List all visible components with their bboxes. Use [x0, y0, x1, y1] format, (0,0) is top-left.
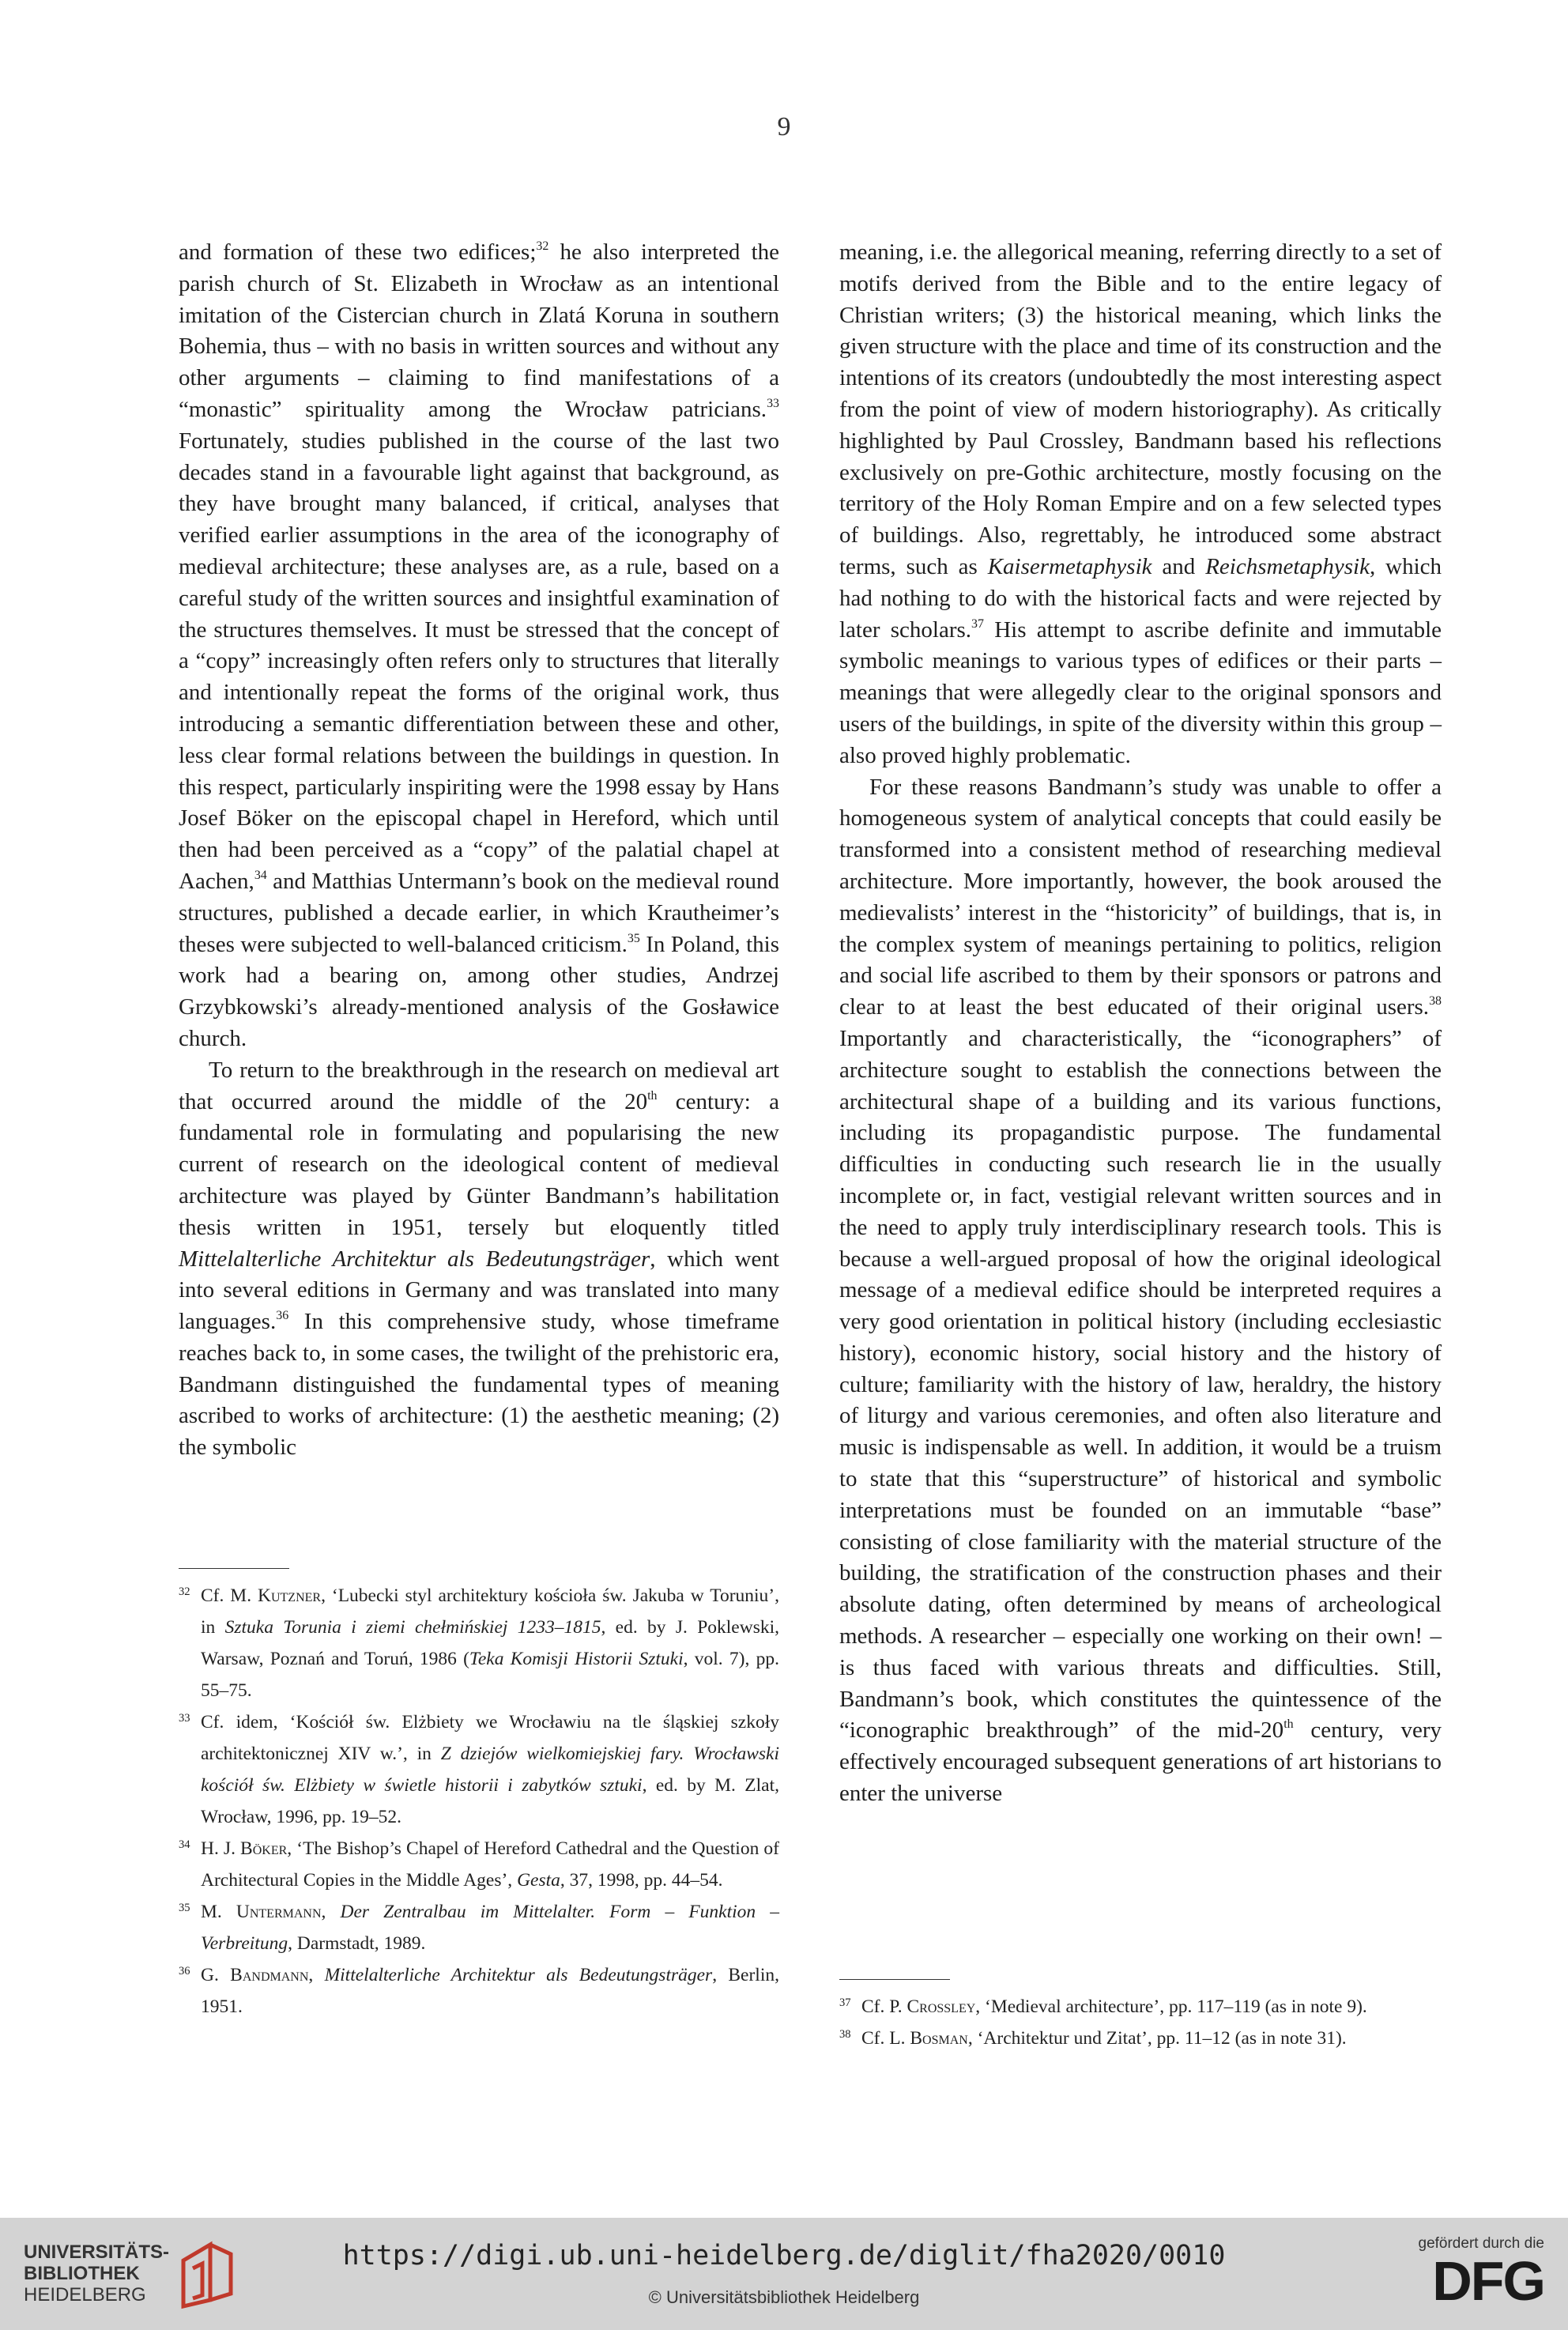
paragraph: and formation of these two edifices;$^{32}$ he also interpreted the parish church of St. Elizabeth in Wrocław as an intentional imitation of the Cistercian church in Zlatá Koruna in southern Bohemia, thus – with no basis in written sources and without any other arguments – claiming to find manifestations of a “monastic” spirituality among the Wrocław patricians.$^{33}$ Fortunately, studies published in the course of the last two decades stand in a favourable light against that background, as they have brought many balanced, if critical, analyses that verified earlier assumptions in the area of the iconography of medieval architecture; these analyses are, as a rule, based on a careful study of the written sources and insightful examination of the structures themselves. It must be stressed that the concept of a “copy” increasingly often refers only to structures that literally and intentionally repeat the forms of the original work, thus introducing a semantic differentiation between these and other, less clear formal relations between the buildings in question. In this respect, particularly inspiriting were the 1998 essay by Hans Josef Böker on the episcopal chapel in Hereford, which until then had been perceived as a “copy” of the palatial chapel at Aachen,$^{34}$ and Matthias Untermann’s book on the medieval round structures, published a decade earlier, in which Krautheimer’s theses were subjected to well-balanced criticism.$^{35}$ In Poland, this work had a bearing on, among other studies, Andrzej Grzybkowski’s already-mentioned analysis of the Gosławice church. [179, 239, 779, 1051]
footnote-ref[interactable]: 36 [276, 1309, 289, 1323]
dfg-logo-icon: DFG [1432, 2250, 1544, 2312]
footnote-38: 38 Cf. L. Bosman, ‘Architektur und Zitat’, pp. 11–12 (as in note 31). [839, 2028, 1347, 2049]
footnote-32: 32 Cf. M. Kutzner, ‘Lubecki styl architektury kościoła św. Jakuba w Toruniu’, in Sztuka Torunia i ziemi chełmińskiej 1233–1815, ed. by J. Poklewski, Warsaw, Poznań and Toruń, 1986 (Teka Komisji Historii Sztuki, vol. 7), pp. 55–75. [179, 1585, 780, 1701]
footer-bar [0, 2218, 1568, 2330]
footnote-36: 36 G. Bandmann, Mittelalterliche Architektur als Bedeutungsträger, Berlin, 1951. [179, 1965, 779, 2017]
paragraph: meaning, i.e. the allegorical meaning, referring directly to a set of motifs derived from the Bible and to the entire legacy of Christian writers; (3) the historical meaning, which links the given structure with the place and time of its construction and the intentions of its creators (undoubtedly the most interesting aspect from the point of view of modern historiography). As critically highlighted by Paul Crossley, Bandmann based his reflections exclusively on pre-Gothic architecture, mostly focusing on the territory of the Holy Roman Empire and on a few selected types of buildings. Also, regrettably, he introduced some abstract terms, such as Kaisermetaphysik and Reichsmetaphysik, which had nothing to do with the historical facts and were rejected by later scholars.$^{37}$ His attempt to ascribe definite and immutable symbolic meanings to various types of edifices or their parts – meanings that were allegedly clear to the original sponsors and users of the buildings, in spite of the diversity within this group – also proved highly problematic. [839, 239, 1442, 768]
footnotes-left [179, 1568, 779, 2023]
footnote-ref[interactable]: 37 [971, 616, 984, 631]
footnote-ref[interactable]: 38 [1429, 994, 1442, 1009]
left-column-text [179, 237, 779, 1464]
document-url-link[interactable]: https://digi.ub.uni-heidelberg.de/diglit/fha2020/0010 [342, 2240, 1226, 2272]
paragraph: For these reasons Bandmann’s study was unable to offer a homogeneous system of analytical concepts that could easily be transformed into a consistent method of researching medieval architecture. More importantly, however, the book aroused the medievalists’ interest in the “historicity” of buildings, that is, in the complex system of meanings pertaining to politics, religion and social life ascribed to them by their sponsors or patrons and clear to at least the best educated of their original users.$^{38}$ Importantly and characteristically, the “iconographers” of architecture sought to establish the connections between the architectural shape of a building and its various functions, including its propagandistic purpose. The fundamental difficulties in conducting such research lie in the usually incomplete or, in fact, vestigial relevant written sources and in the need to apply truly interdisciplinary research tools. This is because a well-argued proposal of how the original ideological message of a medieval edifice should be interpreted requires a very good orientation in political history (including ecclesiastic history), economic history, social history and the history of culture; familiarity with the history of law, heraldry, the history of liturgy and various ceremonies, and often also literature and music is indispensable as well. In addition, it would be a truism to state that this “superstructure” of historical and symbolic interpretations must be founded on an immutable “base” consisting of close familiarity with the material structure of the building, the stratification of the construction phases and their absolute dating, often determined by means of archeological methods. A researcher – especially one working on their own! – is thus faced with various threats and difficulties. Still, Bandmann’s book, which constitutes the quintessence of the “iconographic breakthrough” of the mid-20th century, very effectively encouraged subsequent generations of art historians to enter the universe [839, 774, 1442, 1807]
funder-label: gefördert durch die [1418, 2235, 1544, 2252]
footnote-35: 35 M. Untermann, Der Zentralbau im Mittelalter. Form – Funktion – Verbreitung, Darmstadt, 1989. [179, 1902, 780, 1954]
footnote-37: 37 Cf. P. Crossley, ‘Medieval architecture’, pp. 117–119 (as in note 9). [839, 1996, 1367, 2017]
funder-logo[interactable] [1418, 2235, 1545, 2312]
footnote-ref[interactable]: 33 [767, 397, 779, 411]
footnote-33: 33 Cf. idem, ‘Kościół św. Elżbiety we Wrocławiu na tle śląskiej szkoły architektonicznej XIV w.’, in Z dziejów wielkomiejskiej fary. Wrocławski kościół św. Elżbiety w świetle historii i zabytków sztuki, ed. by M. Zlat, Wrocław, 1996, pp. 19–52. [179, 1712, 780, 1827]
copyright-text: © Universitätsbibliothek Heidelberg [648, 2287, 920, 2307]
library-name: UNIVERSITÄTS- BIBLIOTHEK HEIDELBERG [24, 2241, 170, 2305]
footnote-34: 34 H. J. Böker, ‘The Bishop’s Chapel of Hereford Cathedral and the Question of Architectural Copies in the Middle Ages’, Gesta, 37, 1998, pp. 44–54. [179, 1838, 779, 1891]
footnote-ref[interactable]: 35 [627, 931, 640, 945]
right-column-text [839, 237, 1442, 1810]
footnote-divider [839, 1979, 950, 1980]
footnotes-right [839, 1979, 1442, 2054]
footnote-divider [179, 1568, 289, 1569]
footnote-ref[interactable]: 32 [536, 239, 549, 254]
page-number: 9 [777, 112, 791, 141]
footnote-ref[interactable]: 34 [254, 868, 267, 882]
paragraph: To return to the breakthrough in the research on medieval art that occurred around the middle of the 20th century: a fundamental role in formulating and popularising the new current of research on the ideological content of medieval architecture was played by Günter Bandmann’s habilitation thesis written in 1951, tersely but eloquently titled Mittelalterliche Architektur als Bedeutungsträger, which went into several editions in Germany and was translated into many languages.$^{36}$ In this comprehensive study, whose timeframe reaches back to, in some cases, the twilight of the prehistoric era, Bandmann distinguished the fundamental types of meaning ascribed to works of architecture: (1) the aesthetic meaning; (2) the symbolic [179, 1057, 779, 1461]
